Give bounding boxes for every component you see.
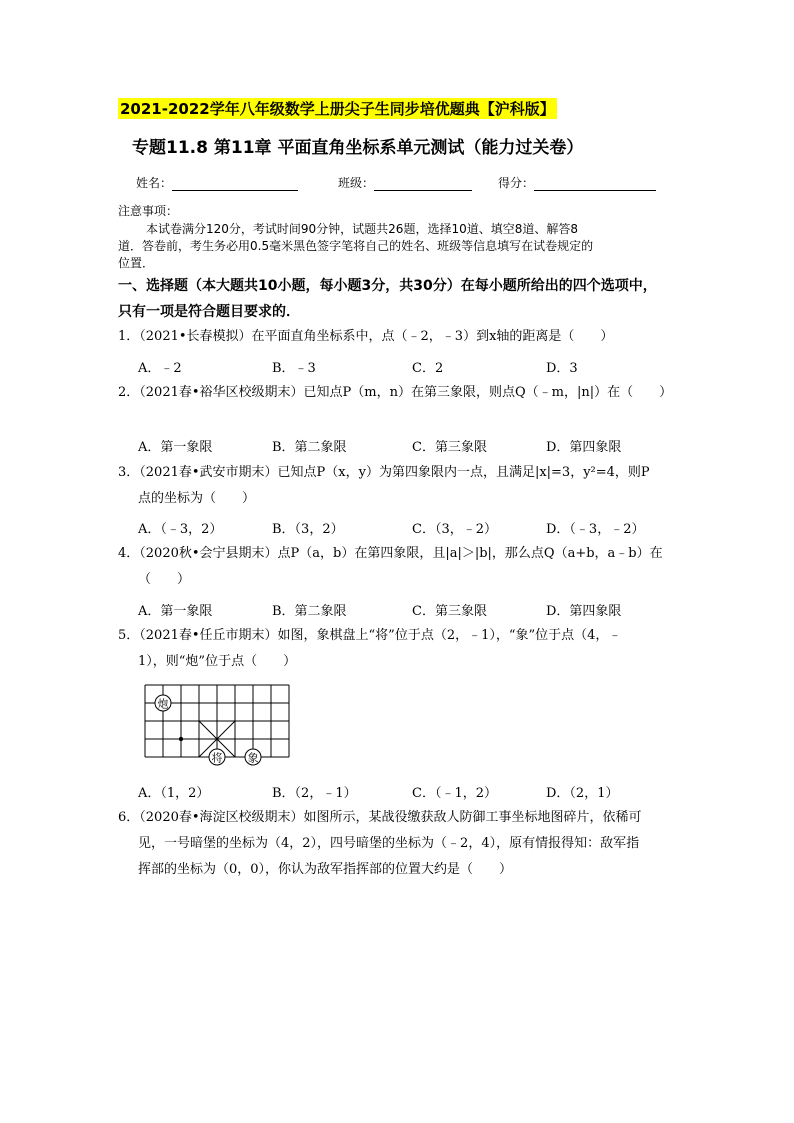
- section-heading-line-1: 一、选择题（本大题共10小题，每小题3分，共30分）在每小题所给出的四个选项中，: [118, 278, 657, 294]
- q3-option-a[interactable]: A．（﹣3，2）: [138, 522, 223, 537]
- q1-option-c[interactable]: C．2: [412, 361, 444, 376]
- notes-line-3: 位置．: [118, 256, 155, 270]
- q5-option-d[interactable]: D．（2，1）: [546, 786, 619, 801]
- section-heading-line-2: 只有一项是符合题目要求的．: [118, 304, 300, 320]
- q3-option-d[interactable]: D．（﹣3，﹣2）: [546, 522, 645, 537]
- name-field: [136, 174, 298, 191]
- q1-option-d[interactable]: D．3: [546, 361, 578, 376]
- q4-option-c[interactable]: C．第三象限: [412, 604, 487, 619]
- question-3-line-1: 3．（2021春•武安市期末）已知点P（x，y）为第四象限内一点，且满足|x|=3，y²=4，则P: [118, 465, 650, 480]
- piece-xiang-label: 象: [247, 751, 259, 765]
- question-4-line-1: 4．（2020秋•会宁县期末）点P（a，b）在第四象限，且|a|＞|b|，那么点Q（a+b，a﹣b）在: [118, 546, 663, 561]
- question-6-line-1: 6．（2020春•海淀区校级期末）如图所示，某战役缴获敌人防御工事坐标地图碎片，依稀可: [118, 810, 642, 825]
- q2-option-d[interactable]: D．第四象限: [546, 440, 622, 455]
- question-6-line-3: 挥部的坐标为（0，0），你认为敌军指挥部的位置大约是（ ）: [138, 862, 513, 877]
- page-title: 专题11.8 第11章 平面直角坐标系单元测试（能力过关卷）: [132, 138, 584, 158]
- class-field: [338, 174, 472, 191]
- score-blank[interactable]: [534, 176, 656, 191]
- q4-option-a[interactable]: A．第一象限: [138, 604, 213, 619]
- question-3-line-2: 点的坐标为（ ）: [138, 491, 256, 506]
- name-blank[interactable]: [172, 176, 298, 191]
- class-label: 班级：: [338, 176, 375, 190]
- q5-option-c[interactable]: C．（﹣1，2）: [412, 786, 497, 801]
- q2-option-b[interactable]: B．第二象限: [272, 440, 347, 455]
- q1-option-a[interactable]: A．﹣2: [138, 361, 182, 376]
- q5-option-b[interactable]: B．（2，﹣1）: [272, 786, 357, 801]
- notes-line-2: 道．答卷前，考生务必用0.5毫米黑色签字笔将自己的姓名、班级等信息填写在试卷规定的: [118, 239, 594, 253]
- piece-jiang-label: 将: [211, 751, 223, 765]
- chess-board-figure: [140, 680, 300, 774]
- notes-heading: 注意事项：: [118, 204, 179, 218]
- q2-option-a[interactable]: A．第一象限: [138, 440, 213, 455]
- piece-pao-label: 炮: [157, 697, 169, 711]
- question-6-line-2: 见，一号暗堡的坐标为（4，2），四号暗堡的坐标为（﹣2，4），原有情报得知：敌军指: [138, 836, 640, 851]
- class-blank[interactable]: [374, 176, 472, 191]
- question-2-text: 2．（2021春•裕华区校级期末）已知点P（m，n）在第三象限，则点Q（﹣m，|n|）在（ ）: [118, 385, 673, 400]
- q3-option-b[interactable]: B．（3，2）: [272, 522, 344, 537]
- notes-line-1: 本试卷满分120分，考试时间90分钟，试题共26题，选择10道、填空8道、解答8: [146, 222, 578, 236]
- q5-option-a[interactable]: A．（1，2）: [138, 786, 210, 801]
- q2-option-c[interactable]: C．第三象限: [412, 440, 487, 455]
- score-field: [498, 174, 656, 191]
- piece-xiang: [245, 749, 261, 765]
- q4-option-d[interactable]: D．第四象限: [546, 604, 622, 619]
- board-dot: [179, 737, 183, 741]
- q1-option-b[interactable]: B．﹣3: [272, 361, 316, 376]
- q4-option-b[interactable]: B．第二象限: [272, 604, 347, 619]
- name-label: 姓名：: [136, 176, 173, 190]
- question-1-text: 1．（2021•长春模拟）在平面直角坐标系中，点（﹣2，﹣3）到x轴的距离是（ ）: [118, 329, 614, 344]
- question-5-line-2: 1），则“炮”位于点（ ）: [138, 654, 297, 669]
- question-4-line-2: （ ）: [138, 572, 191, 587]
- q3-option-c[interactable]: C．（3，﹣2）: [412, 522, 497, 537]
- piece-pao: [155, 695, 171, 711]
- score-label: 得分：: [498, 176, 535, 190]
- piece-jiang: [209, 749, 225, 765]
- question-5-line-1: 5．（2021春•任丘市期末）如图，象棋盘上“将”位于点（2，﹣1），“象”位于点（4，﹣: [118, 628, 622, 643]
- series-banner: 2021-2022学年八年级数学上册尖子生同步培优题典【沪科版】: [120, 100, 555, 118]
